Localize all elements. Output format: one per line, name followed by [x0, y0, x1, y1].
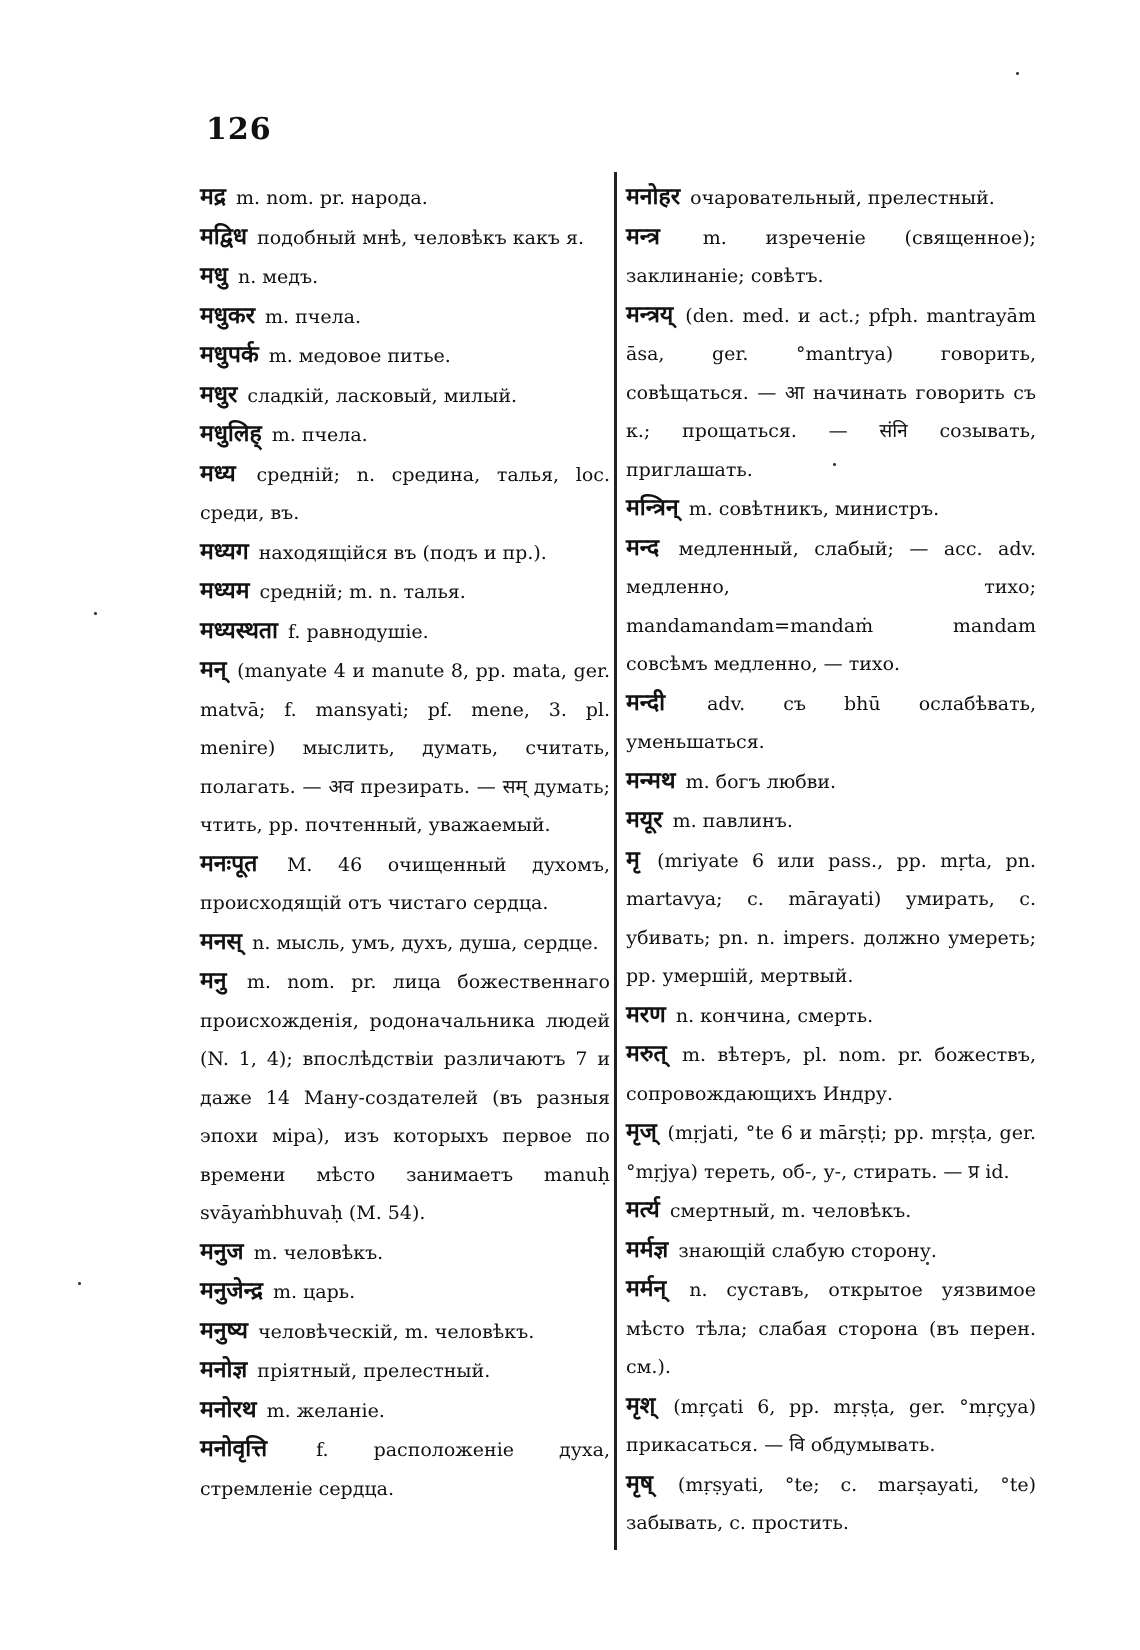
entry-headword: मर्मज्ञ — [626, 1236, 669, 1263]
entry-definition: f. расположеніе духа, стремленіе сердца. — [200, 1439, 610, 1500]
entry-headword: मध्यस्थता — [200, 617, 278, 644]
scan-speck — [926, 1262, 929, 1265]
entry-headword: मन्त्रिन् — [626, 495, 679, 521]
dictionary-entry — [200, 1312, 610, 1352]
entry-headword: मनोहर — [626, 184, 681, 210]
dictionary-entry — [626, 1387, 1036, 1465]
dictionary-entry — [200, 651, 610, 845]
dictionary-entry — [200, 257, 610, 297]
entry-headword: मयूर — [626, 807, 663, 833]
entry-definition: n. суставъ, открытое уязвимое мѣсто тѣла; слабая сторона (въ перен. см.). — [626, 1279, 1036, 1378]
dictionary-entry — [200, 1430, 610, 1508]
entry-definition: m. вѣтеръ, pl. nom. pr. божествъ, сопровождающихъ Индру. — [626, 1044, 1036, 1105]
scan-speck — [833, 463, 836, 466]
entry-headword: मृज् — [626, 1119, 657, 1145]
entry-definition: сладкій, ласковый, милый. — [247, 384, 518, 407]
page-number: 126 — [206, 112, 272, 147]
dictionary-entry — [626, 489, 1036, 529]
entry-headword: मृष् — [626, 1470, 654, 1497]
entry-definition: M. 46 очищенный духомъ, происходящій отъ чистаго сердца. — [200, 853, 610, 914]
dictionary-entry — [626, 762, 1036, 802]
entry-headword: मध्य — [200, 460, 236, 487]
dictionary-entry — [626, 296, 1036, 490]
dictionary-entry — [626, 1191, 1036, 1231]
entry-headword: मनस् — [200, 928, 243, 955]
entry-headword: मनोवृत्ति — [200, 1436, 268, 1462]
entry-definition: (mṛṣyati, °te; c. marṣayati, °te) забывать, c. простить. — [626, 1473, 1036, 1534]
dictionary-entry — [626, 1465, 1036, 1543]
dictionary-entry — [626, 1231, 1036, 1271]
dictionary-entry — [200, 336, 610, 376]
entry-definition: n. мысль, умъ, духъ, душа, сердце. — [252, 931, 599, 954]
entry-definition: находящійся въ (подъ и пр.). — [258, 541, 547, 564]
dictionary-entry — [626, 684, 1036, 762]
entry-definition: m. изреченіе (священное); заклинаніе; совѣтъ. — [626, 226, 1037, 287]
entry-definition: m. богъ любви. — [685, 770, 837, 793]
left-column — [200, 178, 610, 1508]
dictionary-entry — [200, 297, 610, 337]
entry-definition: (mṛçati 6, pp. mṛṣṭa, ger. °mṛçya) прикасаться. — वि обдумывать. — [626, 1395, 1037, 1456]
dictionary-entry — [200, 845, 610, 923]
entry-headword: मधुलिह् — [200, 421, 262, 447]
dictionary-entry — [200, 178, 610, 218]
dictionary-entry — [200, 455, 610, 533]
entry-headword: मनोरथ — [200, 1396, 257, 1423]
entry-definition: очаровательный, прелестный. — [690, 187, 995, 209]
dictionary-entry — [626, 801, 1036, 841]
dictionary-entry — [200, 923, 610, 963]
dictionary-entry — [626, 841, 1036, 996]
right-column — [626, 178, 1036, 1543]
dictionary-entry — [200, 1351, 610, 1391]
entry-definition: (mṛjati, °te 6 и mārṣṭi; pp. mṛṣṭa, ger. °mṛjya) тереть, об-, у-, стирать. — प्र id. — [626, 1122, 1036, 1183]
dictionary-entry — [200, 572, 610, 612]
entry-definition: средній; n. средина, талья, loc. среди, въ. — [200, 463, 610, 524]
dictionary-entry — [200, 415, 610, 455]
entry-definition: m. nom. pr. лица божественнаго происхожденія, родоначальника людей (N. 1, 4); впослѣдствіи различаютъ 7 и даже 14 Ману-создателей (въ разныя эпохи міра), изъ которыхъ первое по времени мѣсто занимаетъ manuḥ svāyaṁbhuvaḥ (M. 54). — [200, 971, 610, 1224]
entry-headword: मधुपर्क — [200, 342, 259, 368]
dictionary-entry — [626, 218, 1036, 296]
entry-headword: मद्र — [200, 184, 226, 210]
entry-headword: मरण — [626, 1001, 666, 1028]
dictionary-entry — [626, 178, 1036, 218]
entry-headword: मधुर — [200, 381, 238, 408]
dictionary-entry — [200, 612, 610, 652]
entry-headword: मन्मथ — [626, 767, 676, 794]
entry-headword: मन्त्रय् — [626, 301, 674, 328]
entry-headword: मध्यग — [200, 538, 249, 565]
dictionary-entry — [200, 533, 610, 573]
entry-headword: मद्विध — [200, 223, 248, 250]
dictionary-entry — [200, 1272, 610, 1312]
entry-headword: मृश् — [626, 1392, 656, 1419]
entry-definition: m. медовое питье. — [268, 345, 451, 367]
dictionary-entry — [200, 1391, 610, 1431]
entry-headword: मनःपूत — [200, 850, 258, 877]
entry-headword: मनुजेन्द्र — [200, 1278, 263, 1304]
entry-headword: मर्त्य — [626, 1197, 660, 1223]
entry-definition: m. царь. — [272, 1281, 356, 1303]
dictionary-entry — [626, 1270, 1036, 1387]
dictionary-entry — [626, 996, 1036, 1036]
dictionary-entry — [626, 1035, 1036, 1113]
entry-definition: (mriyate 6 или pass., pp. mṛta, pn. martavya; c. mārayati) умирать, c. убивать; pn. n. impers. должно умереть; pp. умершій, мертвый. — [626, 849, 1036, 987]
entry-headword: मनु — [200, 968, 227, 994]
entry-headword: मनुष्य — [200, 1317, 249, 1344]
dictionary-entry — [200, 218, 610, 258]
entry-definition: (manyate 4 и manute 8, pp. mata, ger. matvā; f. mansyati; pf. mene, 3. pl. menire) мыслить, думать, считать, полагать. — अव презирать. — सम् думать; чтить, pp. почтенный, уважаемый. — [200, 660, 610, 836]
scan-speck — [1016, 72, 1019, 75]
entry-definition: смертный, m. человѣкъ. — [669, 1200, 912, 1222]
entry-definition: подобный мнѣ, человѣкъ какъ я. — [257, 226, 584, 249]
entry-headword: मन् — [200, 657, 227, 683]
entry-definition: f. равнодушіе. — [288, 620, 429, 643]
dictionary-entry — [200, 1233, 610, 1273]
entry-definition: n. медъ. — [237, 266, 319, 288]
entry-headword: मर्मन् — [626, 1276, 667, 1302]
entry-definition: m. желаніе. — [266, 1399, 385, 1422]
column-divider — [614, 172, 617, 1550]
entry-headword: मरुत् — [626, 1041, 667, 1067]
entry-headword: मन्दी — [626, 689, 666, 716]
entry-definition: adv. съ bhū ослабѣвать, уменьшаться. — [626, 692, 1036, 753]
entry-definition: m. nom. pr. народа. — [236, 187, 428, 209]
entry-headword: मध्यम — [200, 578, 250, 604]
entry-definition: m. пчела. — [265, 305, 362, 328]
entry-definition: n. кончина, смерть. — [675, 1004, 874, 1027]
entry-headword: मधु — [200, 263, 228, 289]
entry-headword: मधुकर — [200, 302, 255, 329]
dictionary-entry — [626, 529, 1036, 684]
entry-definition: средній; m. n. талья. — [259, 581, 466, 603]
dictionary-entry — [200, 376, 610, 416]
entry-headword: मृ — [626, 846, 640, 873]
entry-definition: m. совѣтникъ, министръ. — [688, 498, 940, 520]
entry-definition: пріятный, прелестный. — [257, 1360, 491, 1382]
dictionary-entry — [200, 962, 610, 1233]
entry-definition: человѣческій, m. человѣкъ. — [258, 1320, 535, 1343]
entry-headword: मनोज्ञ — [200, 1357, 248, 1383]
entry-headword: मन्द — [626, 534, 660, 561]
dictionary-entry — [626, 1113, 1036, 1191]
scan-speck — [94, 612, 97, 615]
entry-headword: मनुज — [200, 1238, 244, 1265]
entry-headword: मन्त्र — [626, 223, 660, 250]
entry-definition: m. пчела. — [271, 424, 368, 446]
entry-definition: (den. med. и act.; pfph. mantrayām āsa, ger. °mantrya) говорить, совѣщаться. — आ начинать говорить съ к.; прощаться. — संनि созывать, приглашать. — [626, 304, 1036, 481]
entry-definition: знающій слабую сторону. — [678, 1239, 937, 1262]
scan-speck — [78, 1282, 81, 1285]
entry-definition: m. человѣкъ. — [253, 1241, 384, 1264]
entry-definition: m. павлинъ. — [672, 810, 793, 832]
entry-definition: медленный, слабый; — acc. adv. медленно, тихо; mandamandam=mandaṁ mandam совсѣмъ медленно, — тихо. — [626, 537, 1036, 675]
